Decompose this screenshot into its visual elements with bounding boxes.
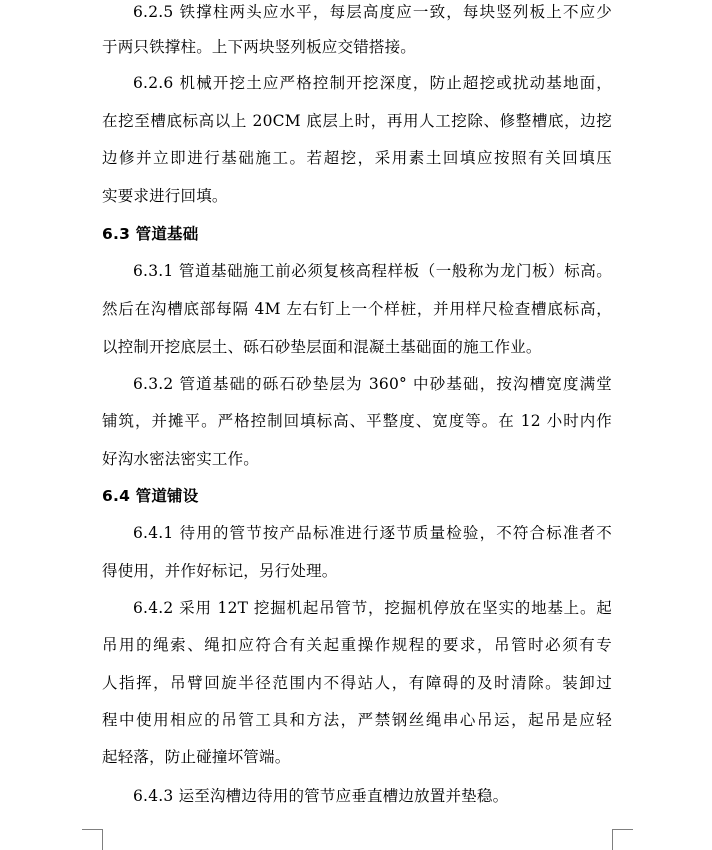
paragraph-6-3-2-line-3: 好沟水密法密实工作。 <box>102 450 260 468</box>
paragraph-6-2-5-line-2: 于两只铁撑柱。上下两块竖列板应交错搭接。 <box>102 38 417 56</box>
paragraph-6-2-6-line-2: 在挖至槽底标高以上 20CM 底层上时，再用人工挖除、修整槽底，边挖 <box>102 112 612 130</box>
crop-mark-bottom-left <box>82 829 103 850</box>
paragraph-6-4-2-line-1: 6.4.2 采用 12T 挖掘机起吊管节，挖掘机停放在坚实的地基上。起 <box>133 599 612 617</box>
paragraph-6-3-1-line-1: 6.3.1 管道基础施工前必须复核高程样板（一般称为龙门板）标高。 <box>133 262 612 280</box>
crop-mark-bottom-right <box>612 829 633 850</box>
paragraph-6-4-3-line-1: 6.4.3 运至沟槽边待用的管节应垂直槽边放置并垫稳。 <box>133 787 509 805</box>
paragraph-6-4-2-line-3: 人指挥，吊臂回旋半径范围内不得站人，有障碍的及时清除。装卸过 <box>102 674 612 692</box>
paragraph-6-2-5-line-1: 6.2.5 铁撑柱两头应水平，每层高度应一致，每块竖列板上不应少 <box>133 3 612 21</box>
section-heading-6-4: 6.4 管道铺设 <box>102 487 199 505</box>
paragraph-6-3-1-line-3: 以控制开挖底层土、砾石砂垫层面和混凝土基础面的施工作业。 <box>102 338 542 356</box>
paragraph-6-3-2-line-2: 铺筑，并摊平。严格控制回填标高、平整度、宽度等。在 12 小时内作 <box>102 412 612 430</box>
paragraph-6-4-2-line-4: 程中使用相应的吊管工具和方法，严禁钢丝绳串心吊运，起吊是应轻 <box>102 711 612 729</box>
paragraph-6-3-2-line-1: 6.3.2 管道基础的砾石砂垫层为 360° 中砂基础，按沟槽宽度满堂 <box>133 375 612 393</box>
section-heading-6-3: 6.3 管道基础 <box>102 225 199 243</box>
paragraph-6-2-6-line-4: 实要求进行回填。 <box>102 187 228 205</box>
paragraph-6-2-6-line-3: 边修并立即进行基础施工。若超挖，采用素土回填应按照有关回填压 <box>102 149 612 167</box>
paragraph-6-4-1-line-1: 6.4.1 待用的管节按产品标准进行逐节质量检验，不符合标准者不 <box>133 524 612 542</box>
paragraph-6-4-2-line-5: 起轻落，防止碰撞坏管端。 <box>102 748 291 766</box>
paragraph-6-3-1-line-2: 然后在沟槽底部每隔 4M 左右钉上一个样桩，并用样尺检查槽底标高， <box>102 300 612 318</box>
paragraph-6-4-1-line-2: 得使用，并作好标记，另行处理。 <box>102 562 338 580</box>
paragraph-6-4-2-line-2: 吊用的绳索、绳扣应符合有关起重操作规程的要求，吊管时必须有专 <box>102 636 612 654</box>
paragraph-6-2-6-line-1: 6.2.6 机械开挖土应严格控制开挖深度，防止超挖或扰动基地面， <box>133 74 612 92</box>
